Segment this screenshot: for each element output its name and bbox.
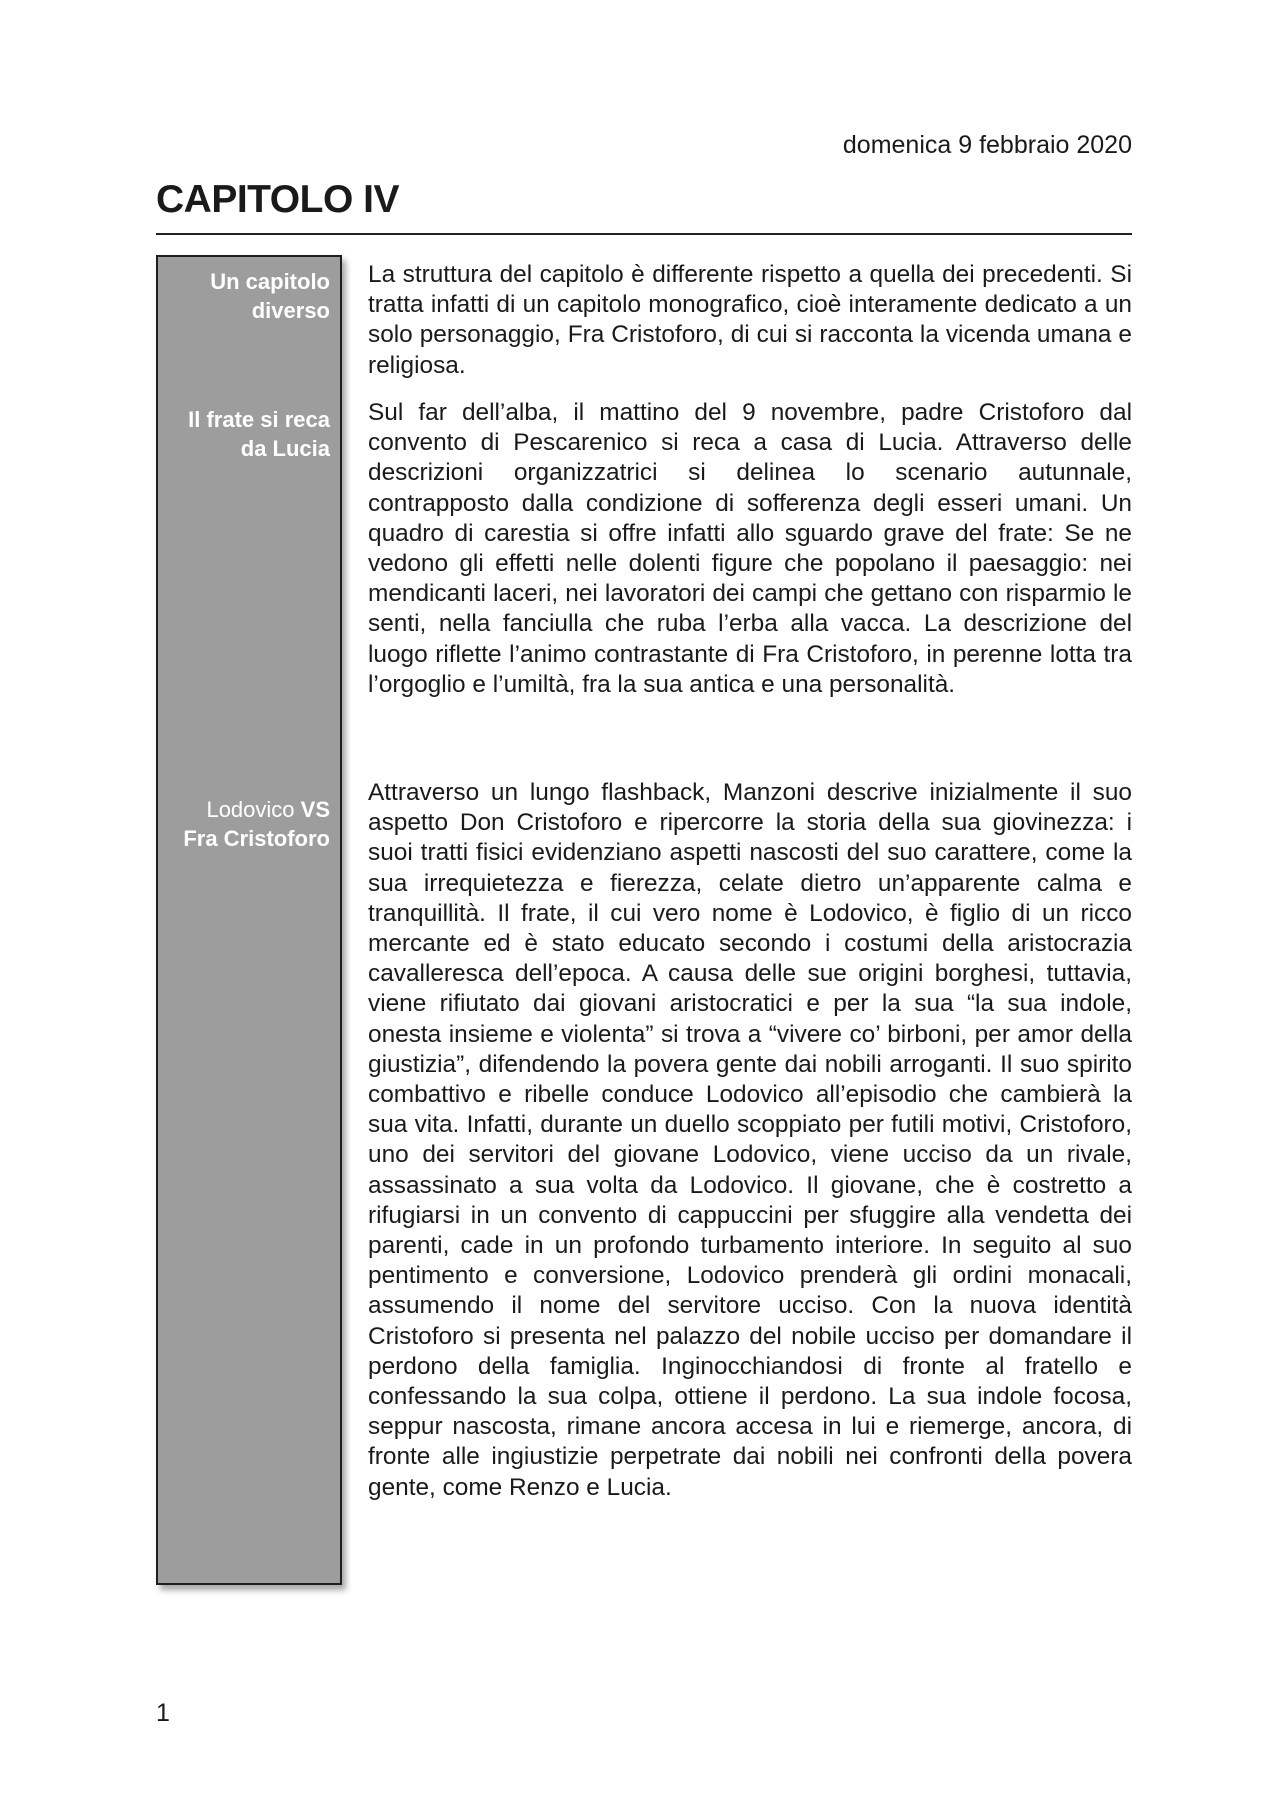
sidebar-label-part: VS bbox=[294, 797, 330, 822]
sidebar-label-line: Il frate si reca bbox=[188, 407, 330, 432]
sidebar-label-line: Fra Cristoforo bbox=[183, 826, 330, 851]
sidebar-label-line: diverso bbox=[251, 298, 330, 323]
section-un-capitolo-diverso: La struttura del capitolo è differente rispetto a quella dei precedenti. Si tratta infatti di un capitolo monografico, cioè interamente dedicato a un solo personaggio, Fra Cristoforo, di cui si racconta la vicenda umana e religiosa. bbox=[368, 261, 1132, 379]
title-divider bbox=[156, 233, 1132, 235]
sidebar-label-line: Un capitolo bbox=[210, 269, 330, 294]
sidebar-label-un-capitolo-diverso bbox=[160, 267, 330, 325]
section-lodovico-vs-cristoforo: Attraverso un lungo flashback, Manzoni descrive inizialmente il suo aspetto Don Cristoforo e ripercorre la storia della sua giovinezza: i suoi tratti fisici evidenziano aspetti nascosti del suo carattere, come la sua irrequietezza e fierezza, celate dietro un’apparente calma e tranquillità. Il frate, il cui vero nome è Lodovico, è figlio di un ricco mercante ed è stato educato secondo i costumi della aristocrazia cavalleresca dell’epoca. A causa delle sue origini borghesi, tuttavia, viene rifiutato dai giovani aristocratici e per la sua “la sua indole, onesta insieme e violenta” si trova a “vivere co’ birboni, per amor della giustizia”, difendendo la povera gente dai nobili arroganti. Il suo spirito combattivo e ribelle conduce Lodovico all’episodio che cambierà la sua vita. Infatti, durante un duello scoppiato per futili motivi, Cristoforo, uno dei servitori del giovane Lodovico, viene ucciso da un rivale, assassinato a sua volta da Lodovico. Il giovane, che è costretto a rifugiarsi in un convento di cappuccini per sfuggire alla vendetta dei parenti, cade in un profondo turbamento interiore. In seguito al suo pentimento e conversione, Lodovico prenderà gli ordini monacali, assumendo il nome del servitore ucciso. Con la nuova identità Cristoforo si presenta nel palazzo del nobile ucciso per domandare il perdono della famiglia. Inginocchiandosi di fronte al fratello e confessando la sua colpa, ottiene il perdono. La sua indole focosa, seppur nascosta, rimane ancora accesa in lui e riemerge, ancora, di fronte alle ingiustizie perpetrate dai nobili nei confronti della povera gente, come Renzo e Lucia. bbox=[368, 779, 1132, 1501]
sidebar-label-part: Lodovico bbox=[206, 797, 295, 822]
chapter-title: CAPITOLO IV bbox=[156, 178, 399, 221]
sidebar-label-lodovico-vs bbox=[160, 795, 330, 853]
sidebar-label-line bbox=[160, 795, 330, 824]
page-number: 1 bbox=[156, 1699, 170, 1727]
sidebar-label-il-frate-si-reca bbox=[160, 405, 330, 463]
margin-sidebar bbox=[156, 255, 342, 1585]
document-date: domenica 9 febbraio 2020 bbox=[842, 131, 1132, 159]
sidebar-label-line: da Lucia bbox=[240, 436, 330, 461]
section-il-frate-si-reca: Sul far dell’alba, il mattino del 9 novembre, padre Cristoforo dal convento di Pescarenico si reca a casa di Lucia. Attraverso delle descrizioni organizzatrici si delinea lo scenario autunnale, contrapposto dalla condizione di sofferenza degli esseri umani. Un quadro di carestia si offre infatti allo sguardo grave del frate: Se ne vedono gli effetti nelle dolenti figure che popolano il paesaggio: nei mendicanti laceri, nei lavoratori dei campi che gettano con risparmio le senti, nella fanciulla che ruba l’erba alla vacca. La descrizione del luogo riflette l’animo contrastante di Fra Cristoforo, in perenne lotta tra l’orgoglio e l’umiltà, fra la sua antica e una personalità. bbox=[368, 399, 1132, 698]
